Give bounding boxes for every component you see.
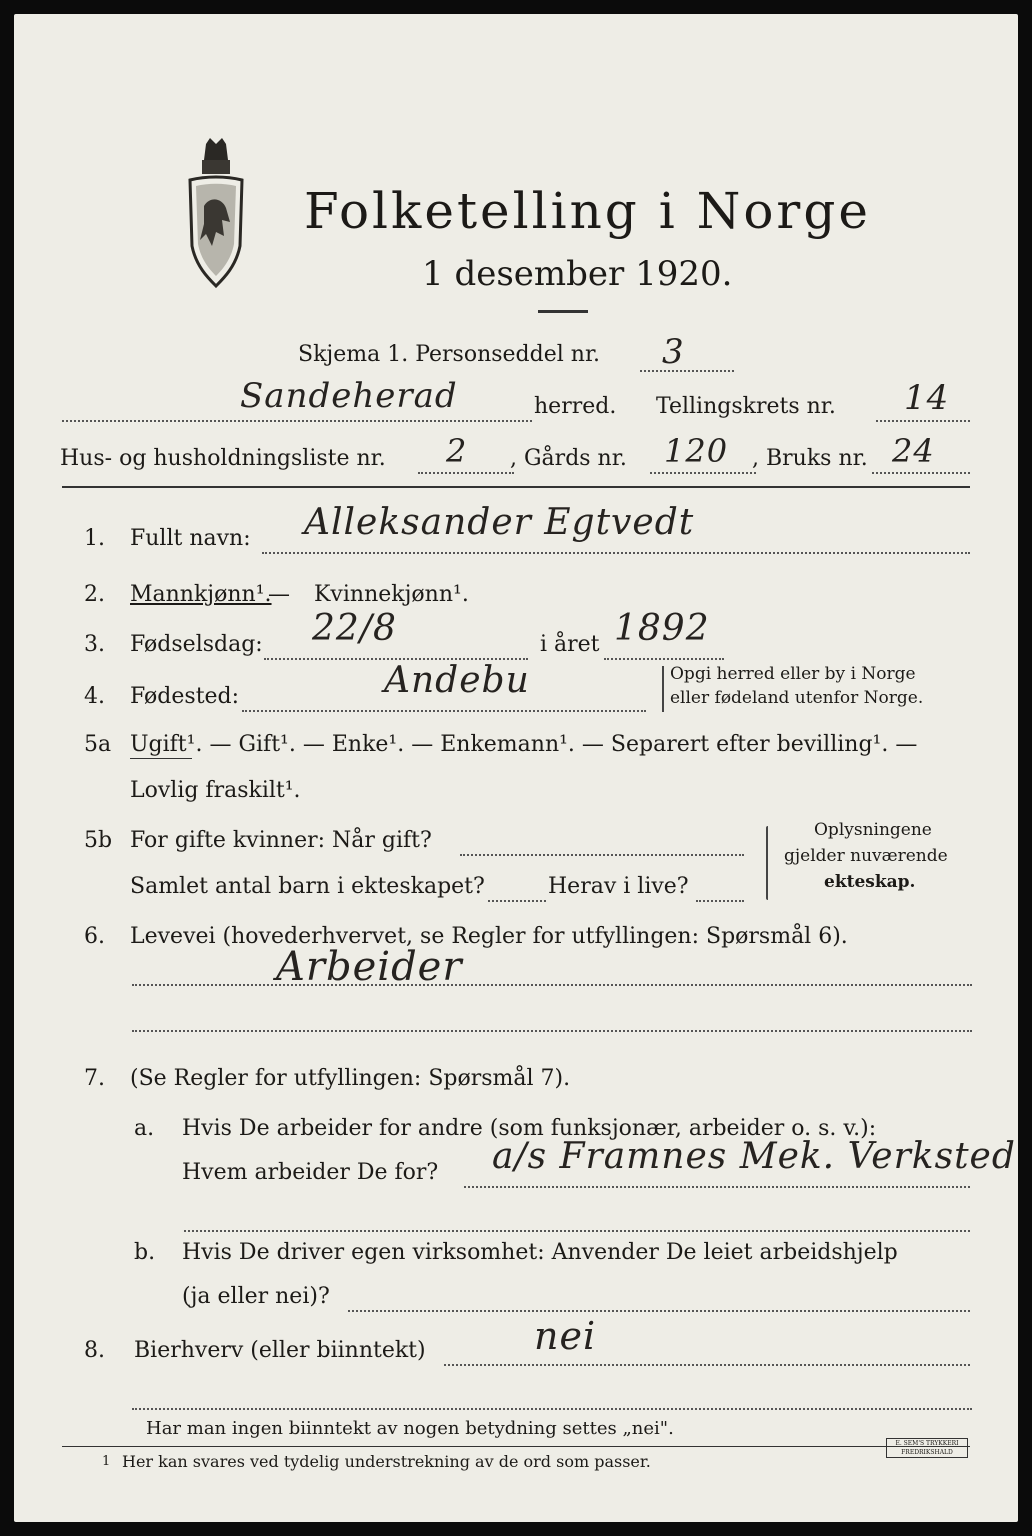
q7-label: (Se Regler for utfyllingen: Spørsmål 7). <box>130 1066 571 1091</box>
q2-number: 2. <box>84 582 105 607</box>
footer-note: Har man ingen biinntekt av nogen betydning settes „nei". <box>146 1418 674 1439</box>
q5b-note1: Oplysningene <box>814 820 932 840</box>
q6-label: Levevei (hovederhvervet, se Regler for utfyllingen: Spørsmål 6). <box>130 924 848 949</box>
occupation-value[interactable]: Arbeider <box>276 944 463 990</box>
form-title: Folketelling i Norge <box>304 182 871 240</box>
q8-line2 <box>132 1408 972 1410</box>
gender-female-option[interactable]: Kvinnekjønn¹. <box>314 582 469 607</box>
herred-line <box>62 420 532 422</box>
employer-value[interactable]: a/s Framnes Mek. Verksted <box>492 1136 1016 1177</box>
q6-number: 6. <box>84 924 105 949</box>
q5b-note3: ekteskap. <box>824 872 916 892</box>
personseddel-nr[interactable]: 3 <box>662 332 685 372</box>
q7b-letter: b. <box>134 1240 156 1265</box>
q5b-label3: Herav i live? <box>548 874 689 899</box>
tellingskrets-label: Tellingskrets nr. <box>656 394 836 419</box>
marital-status-divorced[interactable]: Lovlig fraskilt¹. <box>130 778 301 803</box>
bruks-nr[interactable]: 24 <box>892 432 935 470</box>
q3-year-line <box>604 658 724 660</box>
gender-separator: — <box>268 582 290 607</box>
gards-nr[interactable]: 120 <box>664 432 729 470</box>
bruks-line <box>872 472 970 474</box>
q5b-alive-line <box>696 900 744 902</box>
q7b-line1: Hvis De driver egen virksomhet: Anvender De leiet arbeidshjelp <box>182 1240 898 1265</box>
gards-line <box>650 472 756 474</box>
q3-number: 3. <box>84 632 105 657</box>
tellingskrets-nr[interactable]: 14 <box>904 378 950 418</box>
q7a-line1: Hvis De arbeider for andre (som funksjonær, arbeider o. s. v.): <box>182 1116 877 1141</box>
q4-note-line1: Opgi herred eller by i Norge <box>670 664 916 684</box>
form-date: 1 desember 1920. <box>422 254 733 294</box>
skjema-label: Skjema 1. Personseddel nr. <box>298 342 601 367</box>
q5b-note-bracket <box>766 826 768 900</box>
q5b-number: 5b <box>84 828 113 853</box>
q7a-employer-line <box>464 1186 970 1188</box>
coat-of-arms-icon <box>176 136 256 296</box>
q1-line <box>262 552 970 554</box>
footer-rule <box>62 1446 970 1447</box>
q1-label: Fullt navn: <box>130 526 251 551</box>
birth-day-value[interactable]: 22/8 <box>312 608 397 649</box>
q3-label: Fødselsdag: <box>130 632 263 657</box>
full-name-value[interactable]: Alleksander Egtvedt <box>304 502 695 543</box>
q6-line2 <box>132 1030 972 1032</box>
hus-line <box>418 472 514 474</box>
q8-line <box>444 1364 970 1366</box>
q4-number: 4. <box>84 684 105 709</box>
q8-label: Bierhverv (eller biinntekt) <box>134 1338 426 1363</box>
q5b-label1: For gifte kvinner: Når gift? <box>130 828 432 853</box>
footnote-mark: 1 <box>102 1454 111 1469</box>
q6-line1 <box>132 984 972 986</box>
herred-value[interactable]: Sandeherad <box>240 376 458 416</box>
q4-label: Fødested: <box>130 684 240 709</box>
header-rule <box>62 486 970 488</box>
printer-stamp: E. SEM'S TRYKKERI FREDRIKSHALD <box>886 1438 968 1458</box>
hus-nr[interactable]: 2 <box>446 432 468 470</box>
bruks-label: , Bruks nr. <box>752 446 868 471</box>
footnote-text: Her kan svares ved tydelig understrekning av de ord som passer. <box>122 1452 651 1471</box>
herred-label: herred. <box>534 394 617 419</box>
q4-note-line2: eller fødeland utenfor Norge. <box>670 688 924 708</box>
ugift-underline <box>130 758 192 759</box>
birth-year-label: i året <box>540 632 600 657</box>
q5b-children-line <box>488 900 546 902</box>
title-divider <box>538 310 588 313</box>
q7a-letter: a. <box>134 1116 155 1141</box>
birth-year-value[interactable]: 1892 <box>614 608 710 649</box>
q7a-line2: Hvem arbeider De for? <box>182 1160 439 1185</box>
q4-line <box>242 710 646 712</box>
q7-number: 7. <box>84 1066 105 1091</box>
q8-number: 8. <box>84 1338 105 1363</box>
q1-number: 1. <box>84 526 105 551</box>
birthplace-value[interactable]: Andebu <box>384 660 530 701</box>
q5b-when-line <box>460 854 744 856</box>
q4-note-bracket <box>662 666 664 712</box>
tellingskrets-line <box>876 420 970 422</box>
gards-label: , Gårds nr. <box>510 446 627 471</box>
side-income-value[interactable]: nei <box>534 1314 597 1358</box>
q7a-extra-line <box>184 1230 970 1232</box>
q5b-label2: Samlet antal barn i ekteskapet? <box>130 874 485 899</box>
q7b-line2: (ja eller nei)? <box>182 1284 330 1309</box>
census-form-page <box>14 14 1018 1522</box>
marital-status-options[interactable]: Ugift¹. — Gift¹. — Enke¹. — Enkemann¹. — Separert efter bevilling¹. — <box>130 732 918 757</box>
q5b-note2: gjelder nuværende <box>784 846 948 866</box>
hus-label: Hus- og husholdningsliste nr. <box>60 446 386 471</box>
q7b-line <box>348 1310 970 1312</box>
gender-male-option[interactable]: Mannkjønn¹. <box>130 582 272 607</box>
q5a-number: 5a <box>84 732 112 757</box>
personseddel-line <box>640 370 734 372</box>
